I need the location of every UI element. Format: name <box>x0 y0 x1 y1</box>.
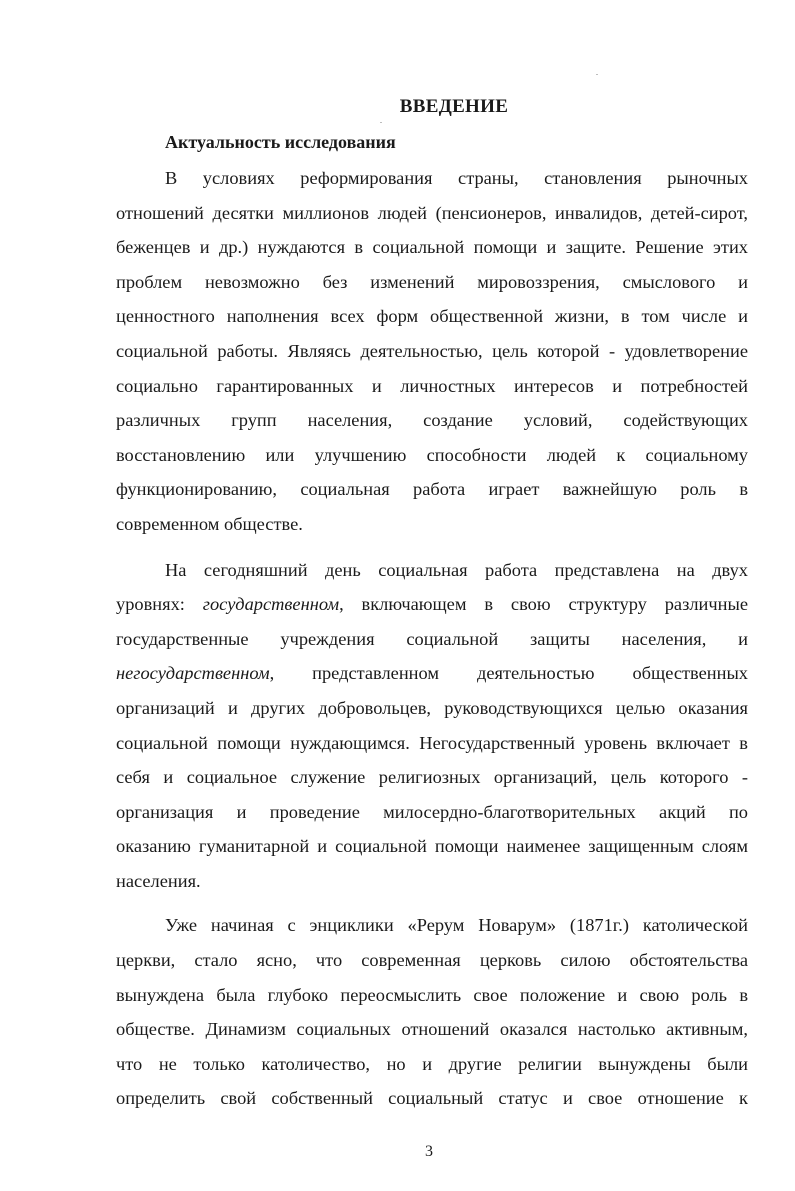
text-line: оказанию гуманитарной и социальной помощи наименее защищенным слоям <box>116 836 748 857</box>
text-line: обществе. Динамизм социальных отношений оказался настолько активным, <box>116 1019 748 1040</box>
text-line: проблем невозможно без изменений мировоззрения, смыслового и <box>116 271 748 292</box>
text-line-mixed <box>116 587 748 622</box>
italic-term: негосударственном <box>116 663 270 684</box>
body-text <box>116 161 748 1116</box>
text-segment: уровнях: <box>116 594 185 615</box>
page-title: ВВЕДЕНИЕ <box>399 96 509 117</box>
text-line: различных групп населения, создание условий, содействующих <box>116 410 748 431</box>
text-line: В условиях реформирования страны, становления рыночных <box>165 168 748 188</box>
text-segment: , включающем в свою структуру различные <box>339 594 748 615</box>
text-line: восстановлению или улучшению способности людей к социальному <box>116 444 748 465</box>
text-line: социальной работы. Являясь деятельностью, цель которой - удовлетворение <box>116 340 748 361</box>
text-line: отношений десятки миллионов людей (пенсионеров, инвалидов, детей-сирот, <box>116 202 748 223</box>
text-line: Уже начиная с энциклики «Рерум Новарум» (1871г.) католической <box>165 915 748 936</box>
text-line: социально гарантированных и личностных интересов и потребностей <box>116 375 748 396</box>
paragraph-3 <box>116 908 748 1116</box>
text-line: населения. <box>116 870 201 891</box>
text-segment: , представленном деятельностью общественных <box>269 663 748 684</box>
italic-term: государственном <box>202 594 340 615</box>
text-line: себя и социальное служение религиозных организаций, цель которого - <box>116 767 748 788</box>
text-line: современном обществе. <box>116 513 303 534</box>
text-line: беженцев и др.) нуждаются в социальной помощи и защите. Решение этих <box>116 237 748 258</box>
paragraph-1 <box>116 161 748 542</box>
scan-speck <box>596 74 598 75</box>
text-line: определить свой собственный социальный статус и свое отношение к <box>116 1088 748 1109</box>
page-number: 3 <box>425 1143 433 1160</box>
text-line: ценностного наполнения всех форм общественной жизни, в том числе и <box>116 306 748 327</box>
text-line: что не только католичество, но и другие религии вынуждены были <box>116 1053 748 1074</box>
text-line: социальной помощи нуждающимся. Негосударственный уровень включает в <box>116 732 748 753</box>
text-line: церкви, стало ясно, что современная церковь силою обстоятельства <box>116 950 748 971</box>
section-heading: Актуальность исследования <box>165 132 396 152</box>
text-line: государственные учреждения социальной защиты населения, и <box>116 628 748 649</box>
text-line: организация и проведение милосердно-благотворительных акций по <box>116 801 748 822</box>
scan-speck <box>380 122 382 123</box>
text-line: организаций и других добровольцев, руководствующихся целью оказания <box>116 697 748 718</box>
paragraph-2 <box>116 553 748 899</box>
text-line-mixed <box>116 656 748 691</box>
text-line: функционированию, социальная работа играет важнейшую роль в <box>116 479 748 500</box>
text-line: На сегодняшний день социальная работа представлена на двух <box>165 559 748 580</box>
text-line: вынуждена была глубоко переосмыслить свое положение и свою роль в <box>116 984 748 1005</box>
